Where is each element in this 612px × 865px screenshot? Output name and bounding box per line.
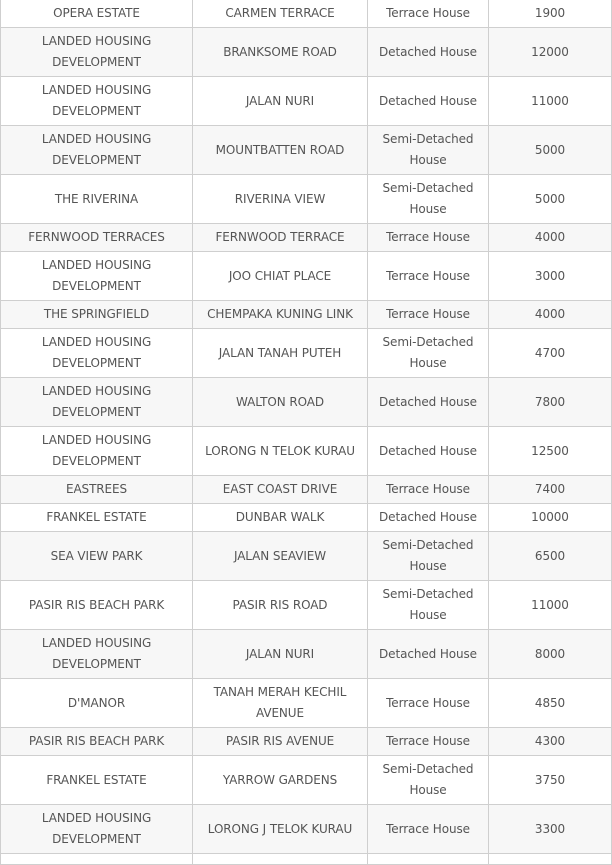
table-row <box>1 0 612 28</box>
area-cell: 4700 <box>489 329 612 378</box>
area-cell: 3300 <box>489 805 612 854</box>
project-cell: EASTREES <box>1 476 193 504</box>
table-row <box>1 581 612 630</box>
project-cell: LANDED HOUSING DEVELOPMENT <box>1 252 193 301</box>
street-cell: YARROW GARDENS <box>193 756 368 805</box>
project-cell: LANDED HOUSING DEVELOPMENT <box>1 329 193 378</box>
property-type-cell: Terrace House <box>368 728 489 756</box>
project-cell: LANDED HOUSING DEVELOPMENT <box>1 630 193 679</box>
street-cell: TANAH MERAH KECHIL AVENUE <box>193 679 368 728</box>
project-cell: THE SPRINGFIELD <box>1 301 193 329</box>
project-cell: LANDED HOUSING DEVELOPMENT <box>1 126 193 175</box>
table-row-partial <box>1 854 612 865</box>
table-row <box>1 532 612 581</box>
area-cell: 11000 <box>489 77 612 126</box>
area-cell: 3000 <box>489 252 612 301</box>
table-row <box>1 252 612 301</box>
area-cell: 8000 <box>489 630 612 679</box>
property-type-cell: Terrace House <box>368 0 489 28</box>
table-row <box>1 329 612 378</box>
property-table-body <box>1 0 612 865</box>
street-cell: JOO CHIAT PLACE <box>193 252 368 301</box>
area-cell: 5000 <box>489 126 612 175</box>
project-cell: FRANKEL ESTATE <box>1 756 193 805</box>
table-row <box>1 301 612 329</box>
project-cell: FERNWOOD TERRACES <box>1 224 193 252</box>
property-type-cell: Semi-Detached House <box>368 175 489 224</box>
table-row <box>1 224 612 252</box>
project-cell: D'MANOR <box>1 679 193 728</box>
area-cell: 4300 <box>489 728 612 756</box>
street-cell: FERNWOOD TERRACE <box>193 224 368 252</box>
street-cell: LORONG J TELOK KURAU <box>193 805 368 854</box>
area-cell: 12500 <box>489 427 612 476</box>
table-row <box>1 126 612 175</box>
table-row <box>1 504 612 532</box>
project-cell: LANDED HOUSING DEVELOPMENT <box>1 427 193 476</box>
street-cell: JALAN NURI <box>193 630 368 679</box>
project-cell: PASIR RIS BEACH PARK <box>1 728 193 756</box>
street-cell: JALAN NURI <box>193 77 368 126</box>
area-cell: 11000 <box>489 581 612 630</box>
area-cell: 4850 <box>489 679 612 728</box>
property-type-cell: Semi-Detached House <box>368 126 489 175</box>
project-cell: OPERA ESTATE <box>1 0 193 28</box>
table-row <box>1 679 612 728</box>
area-cell: 5000 <box>489 175 612 224</box>
table-row <box>1 630 612 679</box>
street-cell: PASIR RIS ROAD <box>193 581 368 630</box>
property-type-cell: Detached House <box>368 378 489 427</box>
property-type-cell: Terrace House <box>368 224 489 252</box>
area-cell: 7400 <box>489 476 612 504</box>
area-cell: 7800 <box>489 378 612 427</box>
table-row <box>1 77 612 126</box>
area-cell: 4000 <box>489 301 612 329</box>
property-type-cell: Detached House <box>368 28 489 77</box>
street-cell: CHEMPAKA KUNING LINK <box>193 301 368 329</box>
street-cell: CARMEN TERRACE <box>193 0 368 28</box>
street-cell: BRANKSOME ROAD <box>193 28 368 77</box>
street-cell: DUNBAR WALK <box>193 504 368 532</box>
project-cell: LANDED HOUSING DEVELOPMENT <box>1 77 193 126</box>
project-cell: SEA VIEW PARK <box>1 532 193 581</box>
project-cell: LANDED HOUSING DEVELOPMENT <box>1 378 193 427</box>
area-cell: 6500 <box>489 532 612 581</box>
property-type-cell: Detached House <box>368 504 489 532</box>
table-row <box>1 175 612 224</box>
street-cell: PASIR RIS AVENUE <box>193 728 368 756</box>
property-type-cell: Semi-Detached House <box>368 756 489 805</box>
property-type-cell: Detached House <box>368 630 489 679</box>
property-type-cell: Semi-Detached House <box>368 532 489 581</box>
property-type-cell: Terrace House <box>368 679 489 728</box>
property-type-cell: Terrace House <box>368 476 489 504</box>
project-cell: THE RIVERINA <box>1 175 193 224</box>
table-row <box>1 378 612 427</box>
area-cell: 12000 <box>489 28 612 77</box>
table-row <box>1 427 612 476</box>
property-type-cell: Detached House <box>368 427 489 476</box>
property-type-cell: Semi-Detached House <box>368 581 489 630</box>
street-cell: JALAN SEAVIEW <box>193 532 368 581</box>
property-type-cell: Detached House <box>368 77 489 126</box>
street-cell: EAST COAST DRIVE <box>193 476 368 504</box>
street-cell: LORONG N TELOK KURAU <box>193 427 368 476</box>
table-row <box>1 756 612 805</box>
table-row <box>1 728 612 756</box>
table-row <box>1 805 612 854</box>
area-cell: 3750 <box>489 756 612 805</box>
project-cell: FRANKEL ESTATE <box>1 504 193 532</box>
table-row <box>1 476 612 504</box>
street-cell: WALTON ROAD <box>193 378 368 427</box>
area-cell: 4000 <box>489 224 612 252</box>
project-cell: LANDED HOUSING DEVELOPMENT <box>1 805 193 854</box>
project-cell: LANDED HOUSING DEVELOPMENT <box>1 28 193 77</box>
area-cell: 10000 <box>489 504 612 532</box>
street-cell: MOUNTBATTEN ROAD <box>193 126 368 175</box>
area-cell: 1900 <box>489 0 612 28</box>
property-type-cell: Terrace House <box>368 805 489 854</box>
property-type-cell: Semi-Detached House <box>368 329 489 378</box>
property-type-cell: Terrace House <box>368 301 489 329</box>
street-cell: RIVERINA VIEW <box>193 175 368 224</box>
street-cell: JALAN TANAH PUTEH <box>193 329 368 378</box>
table-row <box>1 28 612 77</box>
property-type-cell: Terrace House <box>368 252 489 301</box>
project-cell: PASIR RIS BEACH PARK <box>1 581 193 630</box>
